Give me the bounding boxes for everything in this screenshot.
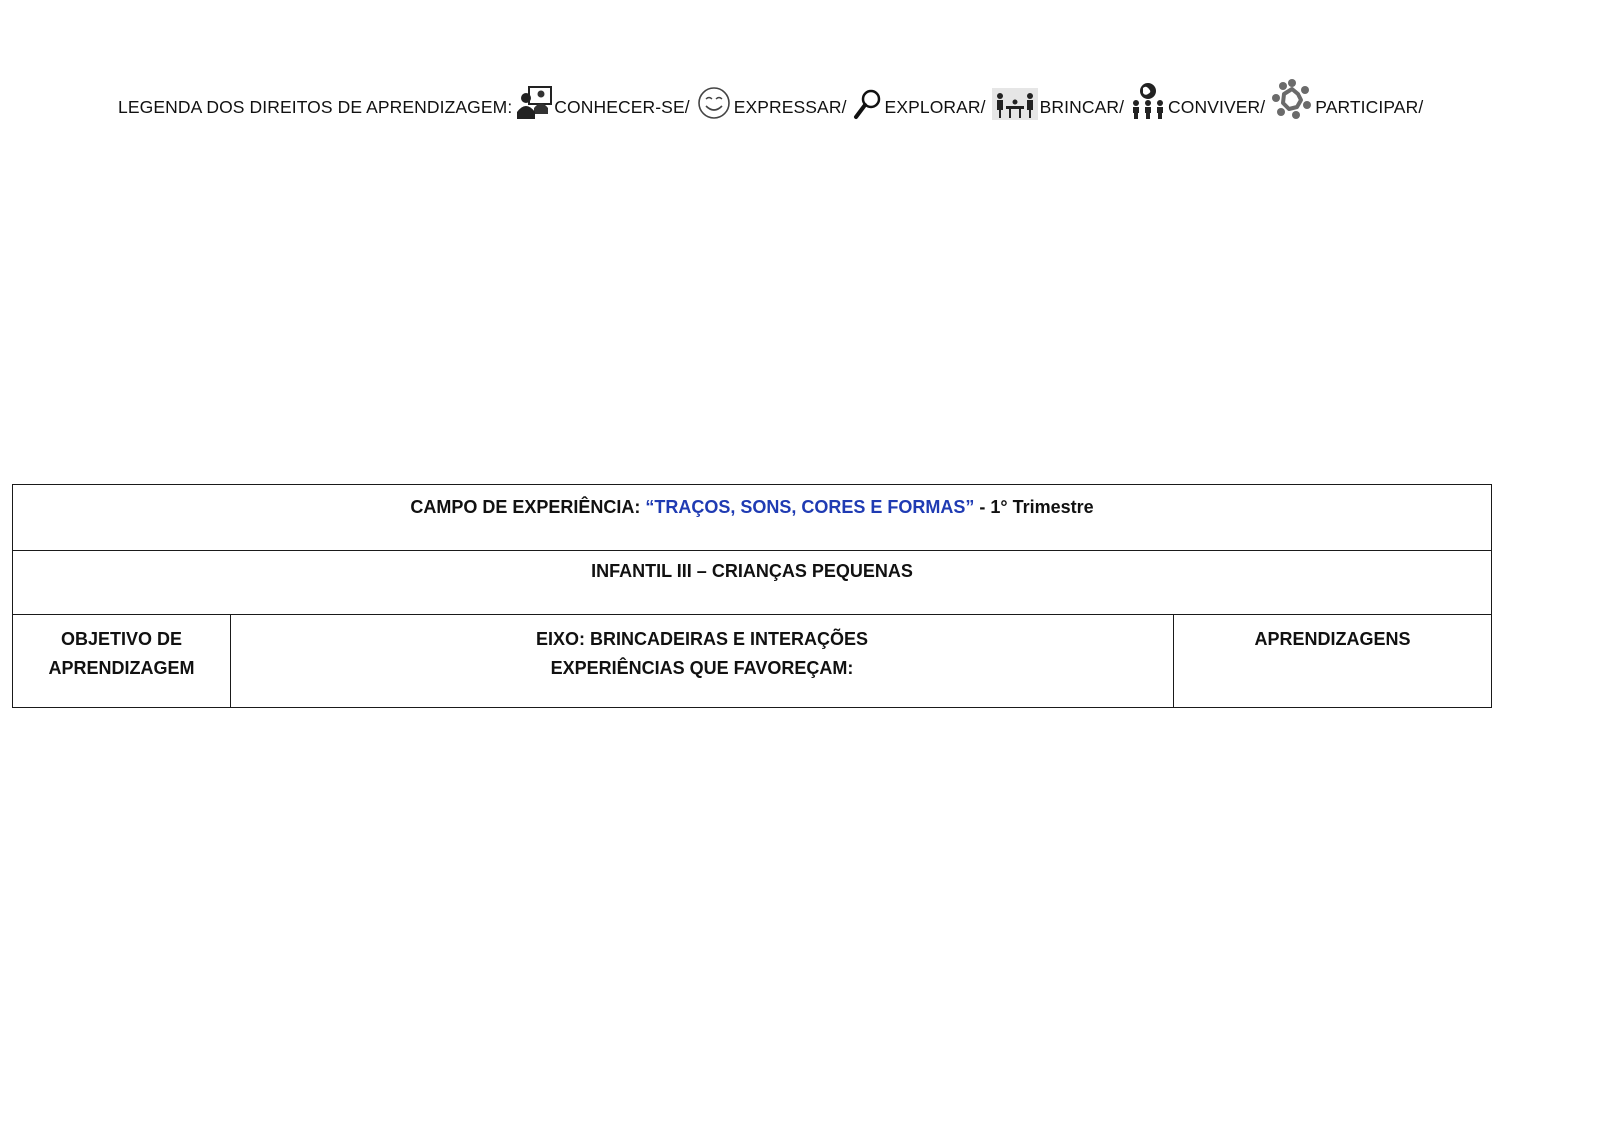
legend-label-conhecer: CONHECER-SE/ [554,97,690,117]
legend-label-expressar: EXPRESSAR/ [733,97,847,117]
campo-cell [13,485,1492,551]
infantil-row [13,551,1492,615]
eixo-header [231,615,1174,708]
campo-label: CAMPO DE EXPERIÊNCIA: [410,497,641,517]
objetivo-line2: APRENDIZAGEM [48,658,195,678]
people-board-icon [516,86,552,120]
legend-label-conviver: CONVIVER/ [1168,97,1266,117]
legend-item-brincar [992,88,1124,120]
legend-item-explorar [853,88,986,120]
campo-row [13,485,1492,551]
legend-label-explorar: EXPLORAR/ [884,97,986,117]
legend-item-expressar [696,86,847,120]
objetivo-line1: OBJETIVO DE [60,629,183,649]
planning-table [12,484,1492,708]
legend-label-participar: PARTICIPAR/ [1315,97,1424,117]
magnifier-icon [853,88,883,120]
kids-playing-icon [992,88,1038,120]
rights-legend [118,66,1423,120]
legend-item-conhecer [516,86,689,120]
infantil-cell: INFANTIL III – CRIANÇAS PEQUENAS [13,551,1492,615]
eixo-line2: EXPERIÊNCIAS QUE FAVOREÇAM: [550,658,854,678]
campo-period: - 1° Trimestre [979,497,1094,517]
legend-intro: LEGENDA DOS DIREITOS DE APRENDIZAGEM: [118,97,513,117]
family-globe-icon [1130,82,1166,120]
legend-label-brincar: BRINCAR/ [1039,97,1125,117]
aprendizagens-header: APRENDIZAGENS [1174,615,1492,708]
smiley-icon [696,86,732,120]
objetivo-header [13,615,231,708]
people-circle-icon [1271,78,1313,120]
eixo-line1: EIXO: BRINCADEIRAS E INTERAÇÕES [535,629,869,649]
legend-item-conviver [1130,82,1265,120]
header-row [13,615,1492,708]
campo-title: “TRAÇOS, SONS, CORES E FORMAS” [645,497,975,517]
legend-item-participar [1271,78,1423,120]
